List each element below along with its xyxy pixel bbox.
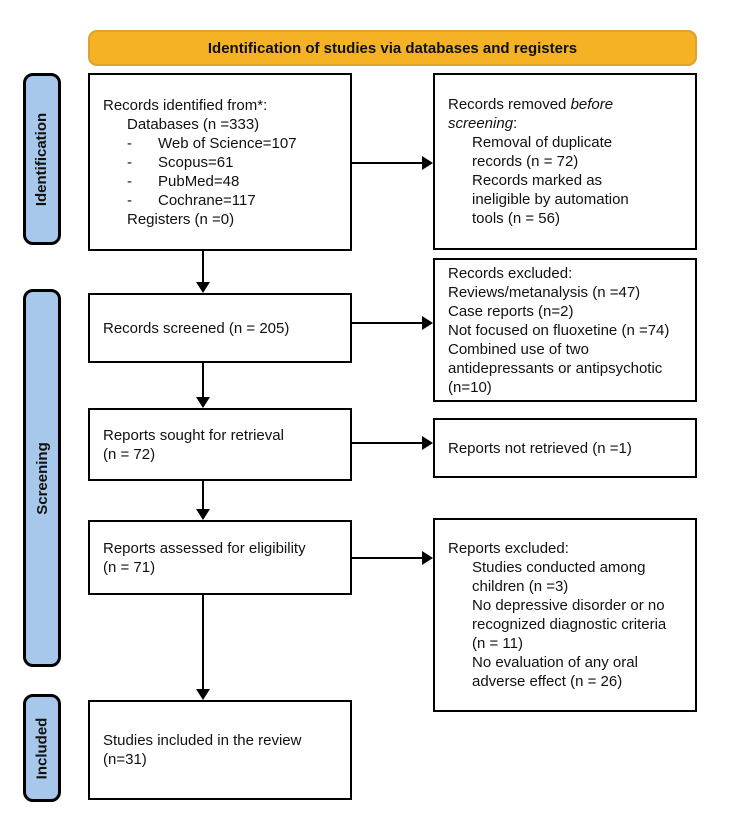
records-removed-title xyxy=(448,95,657,133)
arrow-right-head xyxy=(422,156,433,170)
box-reports-sought xyxy=(88,408,352,481)
arrow-assessed-to-included xyxy=(196,595,210,700)
arrow-identified-to-screened xyxy=(196,251,210,293)
arrow-down-head xyxy=(196,689,210,700)
database-item xyxy=(127,134,340,153)
records-identified-title: Records identified from*: xyxy=(103,96,268,114)
box-reports-not-retrieved xyxy=(433,418,697,478)
arrow-shaft xyxy=(202,363,204,398)
records-excluded-item: Reviews/metanalysis (n =47) xyxy=(448,283,641,301)
database-item xyxy=(127,153,340,172)
stage-label-screening-text: Screening xyxy=(33,441,51,515)
stage-label-included xyxy=(23,694,61,802)
records-screened-text: Records screened (n = 205) xyxy=(103,319,290,337)
reports-sought-line1: Reports sought for retrieval xyxy=(103,426,284,444)
arrow-down-head xyxy=(196,509,210,520)
box-records-screened xyxy=(88,293,352,363)
stage-label-identification-text: Identification xyxy=(33,112,51,206)
arrow-shaft xyxy=(202,251,204,283)
box-reports-assessed xyxy=(88,520,352,595)
arrow-identified-to-removed xyxy=(352,156,433,170)
box-reports-excluded xyxy=(433,518,697,712)
records-excluded-item: Combined use of two antidepressants or antipsychotic (n=10) xyxy=(448,340,663,396)
records-identified-registers: Registers (n =0) xyxy=(127,210,235,228)
stage-label-screening xyxy=(23,289,61,667)
arrow-right-head xyxy=(422,316,433,330)
arrow-sought-to-assessed xyxy=(196,481,210,520)
reports-excluded-item: No depressive disorder or no recognized diagnostic criteria (n = 11) xyxy=(472,597,667,652)
box-records-identified xyxy=(88,73,352,251)
reports-excluded-item: No evaluation of any oral adverse effect (n = 26) xyxy=(472,654,638,690)
records-removed-title-italic: before screening xyxy=(448,96,614,132)
arrow-screened-to-excluded xyxy=(352,316,433,330)
box-records-removed xyxy=(433,73,697,250)
arrow-shaft xyxy=(352,557,423,559)
arrow-shaft xyxy=(352,442,423,444)
database-item-text: PubMed=48 xyxy=(158,172,240,190)
header-title: Identification of studies via databases and registers xyxy=(207,39,578,57)
studies-included-line1: Studies included in the review xyxy=(103,732,302,749)
dash-bullet: - xyxy=(127,153,132,171)
arrow-shaft xyxy=(202,481,204,510)
records-excluded-item: Case reports (n=2) xyxy=(448,302,574,320)
dash-bullet: - xyxy=(127,134,132,152)
records-removed-item: Removal of duplicate records (n = 72) xyxy=(472,134,613,170)
stage-label-included-text: Included xyxy=(33,717,51,779)
box-studies-included xyxy=(88,700,352,800)
reports-assessed-line1: Reports assessed for eligibility xyxy=(103,539,306,557)
reports-assessed-line2: (n = 71) xyxy=(103,558,156,576)
dash-bullet: - xyxy=(127,191,132,209)
stage-label-identification xyxy=(23,73,61,245)
box-records-excluded xyxy=(433,258,697,402)
arrow-screened-to-sought xyxy=(196,363,210,408)
reports-excluded-title: Reports excluded: xyxy=(448,540,569,557)
records-removed-item: Records marked as ineligible by automation tools (n = 56) xyxy=(472,172,629,227)
database-item xyxy=(127,172,340,191)
arrow-down-head xyxy=(196,282,210,293)
database-item xyxy=(127,191,340,210)
arrow-down-head xyxy=(196,397,210,408)
records-removed-title-normal: Records removed xyxy=(448,96,571,113)
records-removed-title-colon: : xyxy=(513,115,518,132)
arrow-shaft xyxy=(202,595,204,690)
arrow-shaft xyxy=(352,322,423,324)
records-excluded-item: Not focused on fluoxetine (n =74) xyxy=(448,321,670,339)
arrow-assessed-to-reports-excluded xyxy=(352,551,433,565)
arrow-shaft xyxy=(352,162,423,164)
records-excluded-title: Records excluded: xyxy=(448,264,573,282)
database-item-text: Scopus=61 xyxy=(158,153,234,171)
database-item-text: Web of Science=107 xyxy=(158,134,297,152)
dash-bullet: - xyxy=(127,172,132,190)
reports-not-retrieved-text: Reports not retrieved (n =1) xyxy=(448,439,632,457)
reports-excluded-item: Studies conducted among children (n =3) xyxy=(472,559,646,595)
arrow-right-head xyxy=(422,551,433,565)
header-banner xyxy=(88,30,697,66)
arrow-right-head xyxy=(422,436,433,450)
database-item-text: Cochrane=117 xyxy=(158,191,256,209)
arrow-sought-to-not-retrieved xyxy=(352,436,433,450)
reports-sought-line2: (n = 72) xyxy=(103,445,156,463)
records-identified-databases: Databases (n =333) xyxy=(127,115,260,133)
studies-included-line2: (n=31) xyxy=(103,751,147,768)
